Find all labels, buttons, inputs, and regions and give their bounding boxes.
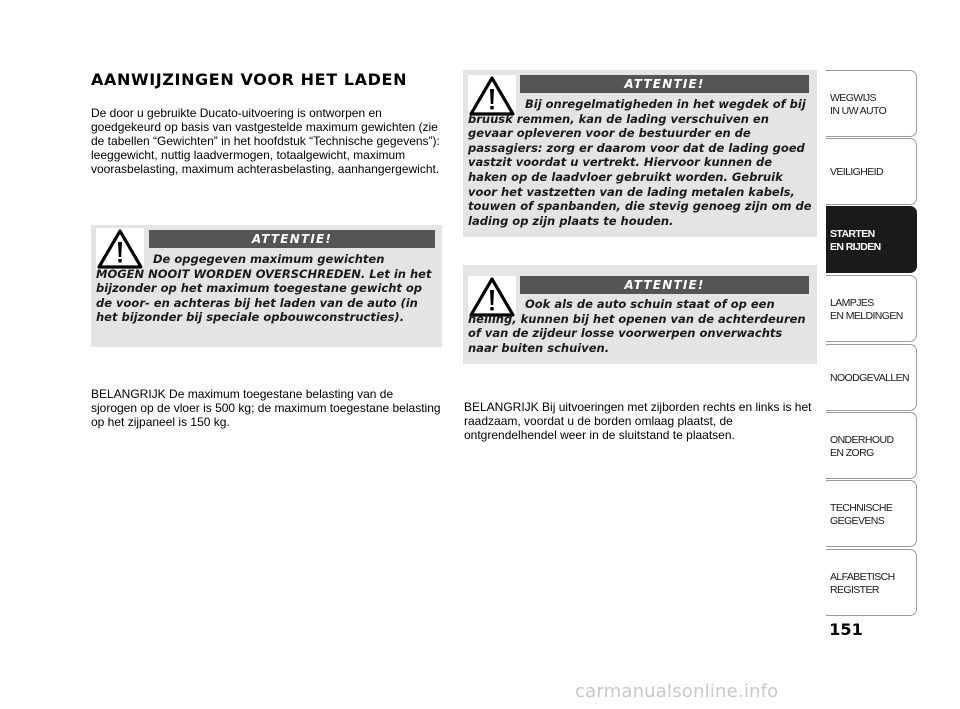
tab-starten-en-rijden[interactable] [826,206,917,273]
tab-label: WEGWIJS IN UW AUTO [830,91,887,117]
tab-label: TECHNISCHE GEGEVENS [830,501,893,527]
tab-alfabetisch-register[interactable] [826,549,917,616]
warning-label: ATTENTIE! [149,230,435,248]
warning-text: De opgegeven maximum gewichten MOGEN NOOIT WORDEN OVERSCHREDEN. Let in het bijzonder op het maximum toegestane gewicht op de voor- en achteras bij het laden van de auto (in het bijzonder bij speciale opbouwconstructies). [96,252,432,325]
tab-label: STARTEN EN RIJDEN [830,227,881,253]
warning-text: Bij onregelmatigheden in het wegdek of bij bruusk remmen, kan de lading verschuiven en gevaar opleveren voor de bestuurder en de passagiers: zorg er daarom voor dat de lading goed vastzit voordat u vertrekt. Hiervoor kunnen de haken op de laadvloer gebruikt worden. Gebruik voor het vastzetten van de lading metalen kabels, touwen of spanbanden, die stevig genoeg zijn om de lading op zijn plaats te houden. [468,97,812,228]
warning-label: ATTENTIE! [520,276,809,294]
important-note-lashing-points: BELANGRIJK De maximum toegestane belasting van de sjorogen op de vloer is 500 kg; de maximum toegestane belasting op het zijpaneel is 150 kg. [91,387,441,429]
tab-veiligheid[interactable] [826,138,917,205]
important-note-side-panels: BELANGRIJK Bij uitvoeringen met zijborden rechts en links is het raadzaam, voordat u de borden omlaag plaatst, de ontgrendelhendel weer in de sluitstand te plaatsen. [464,400,812,442]
watermark: carmanualsonline.info [575,681,779,702]
tab-label: NOODGEVALLEN [830,372,909,384]
warning-box-max-weights [91,225,442,347]
tab-label: LAMPJES EN MELDINGEN [830,296,903,322]
warning-label: ATTENTIE! [520,75,809,93]
warning-box-loose-objects [463,265,817,364]
tab-onderhoud-en-zorg[interactable] [826,412,917,479]
tab-label: VEILIGHEID [830,166,883,178]
warning-box-load-shifting [463,70,817,237]
tab-lampjes-en-meldingen[interactable] [826,275,917,342]
warning-text: Ook als de auto schuin staat of op een helling, kunnen bij het openen van de achterdeuren of van de zijdeur losse voorwerpen onverwachts naar buiten schuiven. [468,297,806,355]
intro-paragraph: De door u gebruikte Ducato-uitvoering is ontworpen en goedgekeurd op basis van vastgestelde maximum gewichten (zie de tabellen “Gewichten” in het hoofdstuk “Technische gegevens”): leeggewicht, nuttig laadvermogen, totaalgewicht, maximum voorasbelasting, maximum achterasbelasting, aanhangergewicht. [91,106,440,176]
tab-noodgevallen[interactable] [826,344,917,411]
tab-label: ALFABETISCH REGISTER [830,570,895,596]
tab-label: ONDERHOUD EN ZORG [830,433,894,459]
tab-wegwijs[interactable] [826,70,917,137]
page-title: AANWIJZINGEN VOOR HET LADEN [91,70,408,89]
page-number: 151 [829,620,863,639]
tab-technische-gegevens[interactable] [826,480,917,547]
